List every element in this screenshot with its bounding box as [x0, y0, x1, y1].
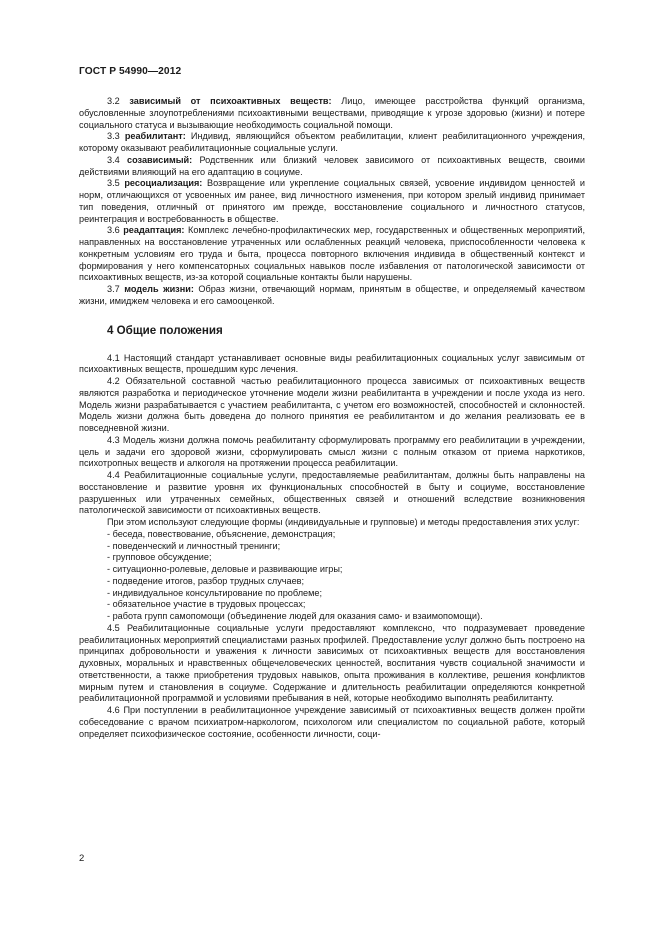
page-number: 2	[79, 853, 85, 864]
definition-number: 3.5	[107, 178, 120, 189]
list-item: - ситуационно-ролевые, деловые и развивающие игры;	[79, 564, 585, 576]
definition-text: Образ жизни, отвечающий нормам, принятым в обществе, и определяемый качеством жизни, имиджем человека и его самооценкой.	[79, 284, 585, 306]
list-item: - обязательное участие в трудовых процессах;	[79, 599, 585, 611]
list-item: - индивидуальное консультирование по проблеме;	[79, 588, 585, 600]
section-heading: 4 Общие положения	[107, 323, 223, 337]
list-item: - беседа, повествование, объяснение, демонстрация;	[79, 529, 585, 541]
definition-3-5	[79, 178, 585, 225]
definition-term: реадаптация:	[123, 225, 185, 236]
definition-term: ресоциализация:	[124, 178, 203, 189]
list-item: - поведенческий и личностный тренинги;	[79, 541, 585, 553]
definition-3-3	[79, 131, 585, 155]
definition-number: 3.2	[107, 96, 120, 106]
definition-number: 3.4	[107, 154, 120, 165]
definition-3-6	[79, 225, 585, 284]
document-header: ГОСТ Р 54990—2012	[79, 66, 182, 77]
clause-4-5: 4.5 Реабилитационные социальные услуги предоставляют комплексно, что подразумевает проведение реабилитационных мероприятий специалистами разных профилей. Предоставление услуг должно быть построено на принципах добровольности и уважения к личности зависимых от психоактивных веществ для восстановления духовных, моральных и нравственных общечеловеческих ценностей, воспитания чувств социальной значимости и ответственности, а также приобретения трудовых навыков, опыта проживания в коллективе, решения конфликтов мирным путем и становления в социуме. Содержание и длительность реабилитации определяются конкретной реабилитационной программой и условиями пребывания в ней, которые необходимо выполнять реабилитанту.	[79, 622, 585, 704]
clause-4-6: 4.6 При поступлении в реабилитационное учреждение зависимый от психоактивных веществ должен пройти собеседование с врачом психиатром-наркологом, психологом или специалистом по социальной работе, который определяет психофизическое состояние, особенности личности, соци-	[79, 705, 585, 739]
definition-text: Индивид, являющийся объектом реабилитации, клиент реабилитационного учреждения, которому оказывают реабилитационные социальные услуги.	[79, 131, 585, 153]
definition-text: Возвращение или укрепление социальных связей, усвоение индивидом ценностей и норм, отличающихся от усвоенных им ранее, вид личностного изменения, при котором зрелый индивид принимает тип поведения, отличный от принятого им прежде, восстановление социального и личностного статусов, реинтеграция и востребованность в обществе.	[79, 178, 585, 224]
list-item: - групповое обсуждение;	[79, 552, 585, 564]
definition-3-2	[79, 96, 585, 131]
clause-4-4: 4.4 Реабилитационные социальные услуги, предоставляемые реабилитантам, должны быть направлены на восстановление и развитие уровня их функциональных способностей в быту и социуме, восстановление разрушенных или утраченных семейных, общественных связей и отношений вследствие возникновения патологической зависимости от психоактивных веществ.	[79, 470, 585, 516]
clause-4-2: 4.2 Обязательной составной частью реабилитационного процесса зависимых от психоактивных веществ являются разработка и периодическое уточнение модели жизни реабилитанта в учреждении и после ухода из него. Модель жизни разрабатывается с участием реабилитанта, с учетом его возможностей, способностей и склонностей. Модель жизни должна быть доведена до полного принятия ее реабилитантом и до желания реализовать ее в повседневной жизни.	[79, 376, 585, 433]
list-item: - работа групп самопомощи (объединение людей для оказания само- и взаимопомощи).	[79, 611, 585, 623]
methods-list	[79, 529, 585, 623]
clause-4-3: 4.3 Модель жизни должна помочь реабилитанту сформулировать программу его реабилитации в учреждении, цель и задачи его здоровой жизни, сформулировать смысл жизни с полным отказом от приема наркотиков, психотропных веществ и алкоголя на протяжении процесса реабилитации.	[79, 434, 585, 469]
definition-number: 3.3	[107, 131, 120, 142]
definition-term: реабилитант:	[124, 131, 186, 142]
definition-text: Родственник или близкий человек зависимого от психоактивных веществ, своими действиями влияющий на его адаптацию в социуме.	[79, 154, 585, 177]
list-item: - подведение итогов, разбор трудных случаев;	[79, 576, 585, 588]
definition-text: Комплекс лечебно-профилактических мер, государственных и общественных мероприятий, направленных на восстановление утраченных или ослабленных реакций человека, приспособленности человека к конкретным условиям его труда и быта, процесса повторного включения индивида в общественный контекст и формирования у него компенсаторных социальных навыков после избавления от патологической зависимости от психоактивных веществ, из-за которой социальные контакты были нарушены.	[79, 225, 585, 283]
definition-3-4	[79, 155, 585, 179]
definition-term: модель жизни:	[124, 284, 194, 294]
clause-4-1: 4.1 Настоящий стандарт устанавливает основные виды реабилитационных социальных услуг зависимым от психоактивных веществ, прошедшим курс лечения.	[79, 352, 585, 375]
definition-number: 3.6	[107, 225, 120, 236]
definition-term: зависимый от психоактивных веществ:	[129, 96, 332, 106]
clause-4-4-forms: При этом используют следующие формы (индивидуальные и групповые) и методы предоставления этих услуг:	[107, 517, 580, 527]
definition-term: созависимый:	[127, 154, 193, 165]
document-body	[79, 96, 585, 740]
definition-text: Лицо, имеющее расстройства функций организма, обусловленные злоупотреблениями психоактивными веществами, приводящие к угрозе здоровью (жизни) и потере социального статуса и вызывающие необходимость социальной помощи.	[79, 96, 585, 130]
definition-number: 3.7	[107, 284, 120, 294]
definition-3-7	[79, 284, 585, 308]
